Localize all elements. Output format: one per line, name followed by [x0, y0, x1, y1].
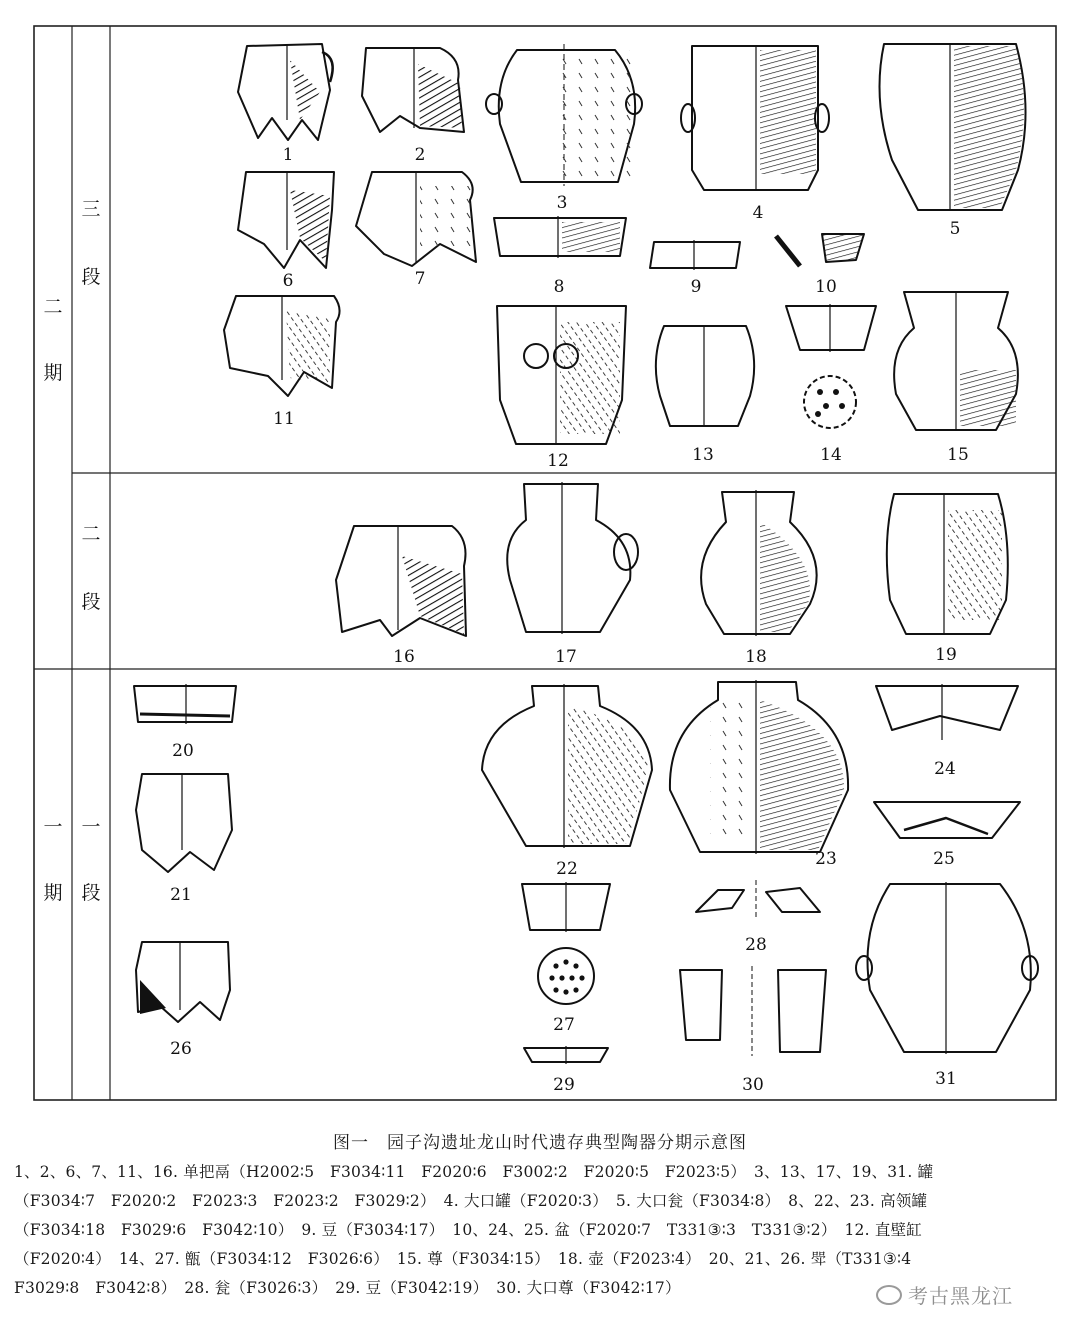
vessel-14-drawing	[786, 304, 876, 428]
vessel-16-drawing	[336, 526, 466, 636]
vessel-18-drawing	[701, 490, 817, 636]
vessel-number-30: 30	[742, 1075, 764, 1095]
vessel-number-10: 10	[815, 277, 837, 297]
vessel-31-drawing	[856, 882, 1038, 1054]
vessel-4-drawing	[681, 46, 829, 190]
vessel-25-drawing	[874, 802, 1020, 838]
vessel-number-23: 23	[815, 849, 837, 869]
vessel-21-drawing	[136, 774, 232, 872]
legend-line: （F3034∶7 F2020∶2 F2023∶3 F2023∶2 F3029∶2） 4. 大口罐（F2020∶3） 5. 大口瓮（F3034∶8） 8、22、23. 高领罐	[14, 1192, 928, 1210]
vessel-number-27: 27	[553, 1015, 575, 1035]
vessel-number-3: 3	[556, 193, 568, 213]
legend-line: （F2020∶4） 14、27. 甑（F3034∶12 F3026∶6） 15. 尊（F3034∶15） 18. 壶（F2023∶4） 20、21、26. 斝（T331③∶4	[14, 1250, 912, 1268]
legend-line: 1、2、6、7、11、16. 单把鬲（H2002∶5 F3034∶11 F2020∶6 F3002∶2 F2020∶5 F2023∶5） 3、13、17、19、31. 罐	[14, 1163, 934, 1181]
vessel-7-drawing	[356, 172, 476, 266]
vessel-20-drawing	[134, 684, 236, 724]
vessel-number-24: 24	[934, 759, 956, 779]
vessel-number-7: 7	[414, 269, 426, 289]
period-1-label-top: 一	[43, 816, 63, 838]
vessel-23-drawing	[670, 680, 848, 854]
vessel-26-drawing	[136, 942, 230, 1022]
vessel-number-19: 19	[935, 645, 957, 665]
vessel-11-drawing	[224, 296, 340, 396]
vessel-number-12: 12	[547, 451, 569, 471]
vessel-number-5: 5	[949, 219, 961, 239]
vessel-number-26: 26	[170, 1039, 192, 1059]
vessel-3-drawing	[486, 44, 642, 186]
vessel-number-28: 28	[745, 935, 767, 955]
vessel-22-drawing	[482, 684, 652, 848]
vessel-number-15: 15	[947, 445, 969, 465]
segment-2-label-bottom: 段	[81, 591, 101, 613]
period-1-label-bottom: 期	[43, 882, 63, 904]
vessel-24-drawing	[876, 684, 1018, 740]
segment-3-label-bottom: 段	[81, 266, 101, 288]
watermark	[870, 1278, 1019, 1311]
vessel-number-31: 31	[935, 1069, 957, 1089]
vessel-2-drawing	[362, 48, 464, 132]
segment-1-label-top: 一	[81, 816, 101, 838]
vessel-15-drawing	[894, 292, 1018, 430]
figure-caption: 图一 园子沟遗址龙山时代遗存典型陶器分期示意图	[333, 1133, 747, 1153]
vessel-13-drawing	[656, 326, 754, 426]
segment-3-label-top: 三	[81, 198, 101, 220]
vessel-number-20: 20	[172, 741, 194, 761]
period-2-label-bottom: 期	[43, 362, 63, 384]
vessel-number-9: 9	[690, 277, 702, 297]
vessel-17-drawing	[507, 482, 638, 634]
vessel-6-drawing	[238, 172, 334, 268]
legend-line: （F3034∶18 F3029∶6 F3042∶10） 9. 豆（F3034∶17） 10、24、25. 盆（F2020∶7 T331③∶3 T331③∶2） 12. 直壁缸	[14, 1221, 922, 1239]
vessel-12-drawing	[497, 306, 626, 444]
vessel-number-16: 16	[393, 647, 415, 667]
phase-table-frame	[34, 26, 1056, 1100]
period-2-label-top: 二	[43, 296, 63, 318]
watermark-text: 考古黑龙江	[908, 1284, 1013, 1308]
vessel-number-29: 29	[553, 1075, 575, 1095]
vessel-19-drawing	[887, 494, 1008, 634]
vessel-30-drawing	[680, 966, 826, 1056]
vessel-number-21: 21	[170, 885, 192, 905]
vessel-number-13: 13	[692, 445, 714, 465]
vessel-1-drawing	[238, 44, 333, 140]
vessel-29-drawing	[524, 1046, 608, 1064]
segment-1-label-bottom: 段	[81, 882, 101, 904]
vessel-number-6: 6	[282, 271, 294, 291]
vessel-number-22: 22	[556, 859, 578, 879]
legend-line: F3029∶8 F3042∶8） 28. 瓮（F3026∶3） 29. 豆（F3042∶19） 30. 大口尊（F3042∶17）	[14, 1279, 681, 1297]
vessel-10-drawing	[776, 234, 864, 266]
vessel-number-11: 11	[273, 409, 295, 429]
segment-2-label-top: 二	[81, 523, 101, 545]
vessel-28-drawing	[696, 880, 820, 920]
vessel-27-drawing	[522, 882, 610, 1004]
wechat-icon	[876, 1285, 902, 1305]
vessel-8-drawing	[494, 216, 626, 258]
vessel-number-18: 18	[745, 647, 767, 667]
vessel-number-25: 25	[933, 849, 955, 869]
vessel-number-17: 17	[555, 647, 577, 667]
vessel-number-2: 2	[414, 145, 426, 165]
vessel-number-14: 14	[820, 445, 842, 465]
vessel-number-8: 8	[553, 277, 565, 297]
vessel-number-1: 1	[282, 145, 294, 165]
vessel-number-4: 4	[752, 203, 764, 223]
vessel-5-drawing	[880, 44, 1026, 210]
vessel-9-drawing	[650, 240, 740, 270]
